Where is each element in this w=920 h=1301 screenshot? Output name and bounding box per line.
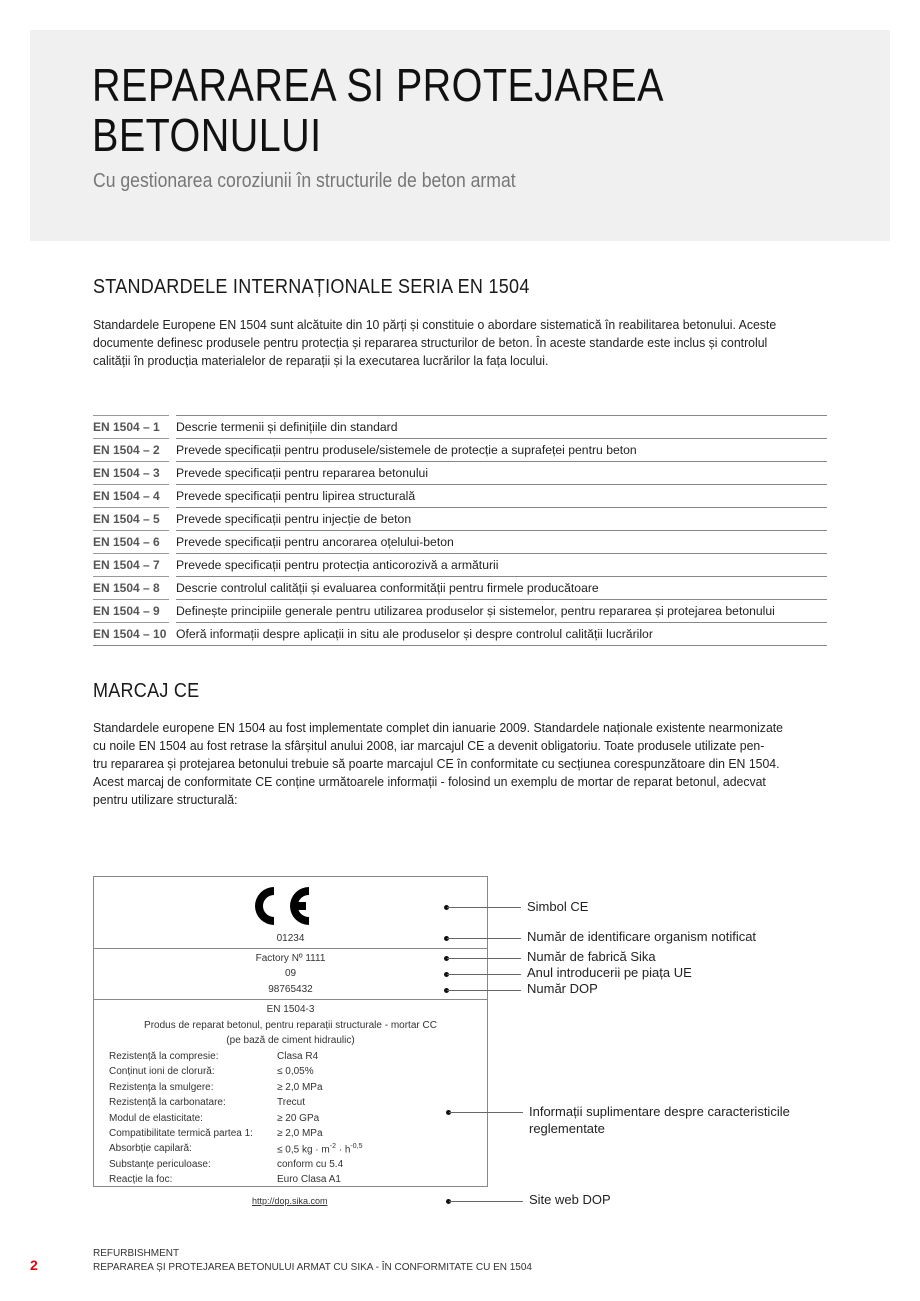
standard-description: Oferă informații despre aplicații in situ ale produselor și despre controlul calității lucrărilor xyxy=(176,622,827,645)
standard-reference: EN 1504-3 xyxy=(266,1004,315,1015)
property-value: Clasa R4 xyxy=(277,1051,319,1062)
paragraph-line: pentru utilizare structurală: xyxy=(93,792,238,807)
paragraph-line: Standardele Europene EN 1504 sunt alcătuite din 10 părți și constituie o abordare sistematică în reabilitarea betonului. Aceste xyxy=(93,317,777,332)
standard-description: Descrie controlul calității și evaluarea conformității pentru firmele producătoare xyxy=(176,576,827,599)
table-row xyxy=(93,507,827,530)
callout-label-line: reglementate xyxy=(529,1121,605,1136)
standard-description: Prevede specificații pentru lipirea structurală xyxy=(176,484,827,507)
value-text: ≤ 0,5 kg · m xyxy=(277,1144,330,1156)
paragraph-line: tru repararea și protejarea betonului trebuie să poarte marcajul CE în conformitate cu secțiunea corespunzătoare din EN 1504. xyxy=(93,756,780,771)
ce-label-section-properties xyxy=(94,1000,487,1186)
standard-code: EN 1504 – 3 xyxy=(93,461,169,484)
callout-label-line: Informații suplimentare despre caracteristicile xyxy=(529,1104,790,1119)
table-row xyxy=(93,461,827,484)
ce-label-section-ids xyxy=(94,949,487,1000)
table-row xyxy=(93,553,827,576)
callout-year: Anul introducerii pe piața UE xyxy=(527,965,692,980)
standard-code: EN 1504 – 1 xyxy=(93,415,169,438)
table-row xyxy=(93,576,827,599)
table-bottom-rule xyxy=(93,645,827,646)
table-row xyxy=(93,415,827,438)
ce-marking-paragraph xyxy=(93,719,828,809)
standard-description: Prevede specificații pentru repararea betonului xyxy=(176,461,827,484)
callout-dop-number: Număr DOP xyxy=(527,981,598,996)
property-value: conform cu 5.4 xyxy=(277,1159,344,1170)
callout-factory-number: Număr de fabrică Sika xyxy=(527,949,656,964)
paragraph-line: Standardele europene EN 1504 au fost implementate complet din ianuarie 2009. Standardele naționale existente nearmonizate xyxy=(93,720,784,735)
hero-banner xyxy=(30,30,890,241)
leader-line xyxy=(447,974,521,975)
product-description-2: (pe bază de ciment hidraulic) xyxy=(226,1035,355,1046)
standard-code: EN 1504 – 7 xyxy=(93,553,169,576)
value-superscript: -2 xyxy=(329,1143,336,1150)
leader-line xyxy=(447,938,521,939)
standard-description: Prevede specificații pentru produsele/sistemele de protecție a suprafeței pentru beton xyxy=(176,438,827,461)
dop-number: 98765432 xyxy=(268,984,313,995)
standard-description: Prevede specificații pentru ancorarea oțelului-beton xyxy=(176,530,827,553)
page-number: 2 xyxy=(30,1257,38,1273)
page-subtitle: Cu gestionarea coroziunii în structurile de beton armat xyxy=(93,170,516,192)
year-number: 09 xyxy=(284,968,297,979)
standard-code: EN 1504 – 8 xyxy=(93,576,169,599)
page-title xyxy=(92,60,664,160)
footer-document-title: REPARAREA ȘI PROTEJAREA BETONULUI ARMAT CU SIKA - ÎN CONFORMITATE CU EN 1504 xyxy=(93,1262,532,1273)
callout-dop-website: Site web DOP xyxy=(529,1192,611,1207)
property-value: ≤ 0,05% xyxy=(277,1066,314,1077)
table-row xyxy=(93,484,827,507)
standard-description: Prevede specificații pentru injecție de beton xyxy=(176,507,827,530)
leader-line xyxy=(447,990,521,991)
table-row xyxy=(93,438,827,461)
property-label: Substanțe periculoase: xyxy=(109,1159,211,1170)
table-row xyxy=(93,622,827,645)
property-value: ≥ 20 GPa xyxy=(277,1113,320,1124)
callout-ce-symbol: Simbol CE xyxy=(527,899,589,914)
property-label: Rezistența la smulgere: xyxy=(109,1082,214,1093)
value-superscript: -0,5 xyxy=(350,1143,363,1150)
dop-website-link[interactable]: http://dop.sika.com xyxy=(252,1196,328,1206)
table-row xyxy=(93,530,827,553)
property-label: Rezistență la compresie: xyxy=(109,1051,219,1062)
property-label: Compatibilitate termică partea 1: xyxy=(109,1128,253,1139)
standard-description: Descrie termenii și definițiile din standard xyxy=(176,415,827,438)
property-label: Rezistență la carbonatare: xyxy=(109,1097,226,1108)
standard-code: EN 1504 – 5 xyxy=(93,507,169,530)
property-value: Trecut xyxy=(277,1097,305,1108)
leader-line xyxy=(449,1112,523,1113)
leader-line xyxy=(449,1201,523,1202)
standards-intro-paragraph xyxy=(93,316,828,370)
section-heading-standards: STANDARDELE INTERNAȚIONALE SERIA EN 1504 xyxy=(93,276,530,298)
standard-code: EN 1504 – 9 xyxy=(93,599,169,622)
standard-code: EN 1504 – 4 xyxy=(93,484,169,507)
section-heading-ce-marking: MARCAJ CE xyxy=(93,680,200,702)
leader-line xyxy=(447,907,521,908)
factory-number: Factory Nº 1111 xyxy=(255,953,326,964)
callout-additional-info xyxy=(529,1103,790,1137)
ce-label-section-symbol xyxy=(94,877,487,949)
property-value xyxy=(277,1143,362,1155)
standard-description: Definește principiile generale pentru utilizarea produselor și sistemelor, pentru repararea și protejarea betonului xyxy=(176,599,827,622)
callout-notified-body: Număr de identificare organism notificat xyxy=(527,929,757,944)
product-description: Produs de reparat betonul, pentru reparații structurale - mortar CC xyxy=(144,1020,437,1031)
paragraph-line: cu noile EN 1504 au fost retrase la sfârșitul anului 2008, iar marcajul CE a devenit obligatoriu. Toate produsele utilizate pen- xyxy=(93,738,765,753)
standard-code: EN 1504 – 10 xyxy=(93,622,169,645)
property-value: ≥ 2,0 MPa xyxy=(277,1082,323,1093)
ce-label-example xyxy=(93,876,488,1187)
property-label: Conținut ioni de clorură: xyxy=(109,1066,215,1077)
footer-category: REFURBISHMENT xyxy=(93,1248,180,1259)
table-row xyxy=(93,599,827,622)
paragraph-line: calității în producția materialelor de reparații și la executarea lucrărilor la fața locului. xyxy=(93,353,549,368)
standard-code: EN 1504 – 6 xyxy=(93,530,169,553)
page-title-line-2: BETONULUI xyxy=(92,109,322,161)
paragraph-line: Acest marcaj de conformitate CE conține următoarele informații - folosind un exemplu de mortar de reparat betonul, adecvat xyxy=(93,774,766,789)
paragraph-line: documente definesc produsele pentru protecția și repararea structurilor de beton. În aceste standarde este inclus și controlul xyxy=(93,335,768,350)
property-label: Modul de elasticitate: xyxy=(109,1113,203,1124)
property-label: Reacție la foc: xyxy=(109,1174,173,1185)
leader-line xyxy=(447,958,521,959)
property-label: Absorbție capilară: xyxy=(109,1143,192,1154)
standard-code: EN 1504 – 2 xyxy=(93,438,169,461)
standards-table xyxy=(93,415,827,646)
notified-body-number: 01234 xyxy=(276,933,305,944)
standard-description: Prevede specificații pentru protecția anticorozivă a armăturii xyxy=(176,553,827,576)
value-text: · h xyxy=(335,1144,351,1156)
ce-mark-icon xyxy=(254,885,314,927)
page-title-line-1: REPARAREA SI PROTEJAREA xyxy=(92,59,664,111)
property-value: ≥ 2,0 MPa xyxy=(277,1128,323,1139)
property-value: Euro Clasa A1 xyxy=(277,1174,341,1185)
